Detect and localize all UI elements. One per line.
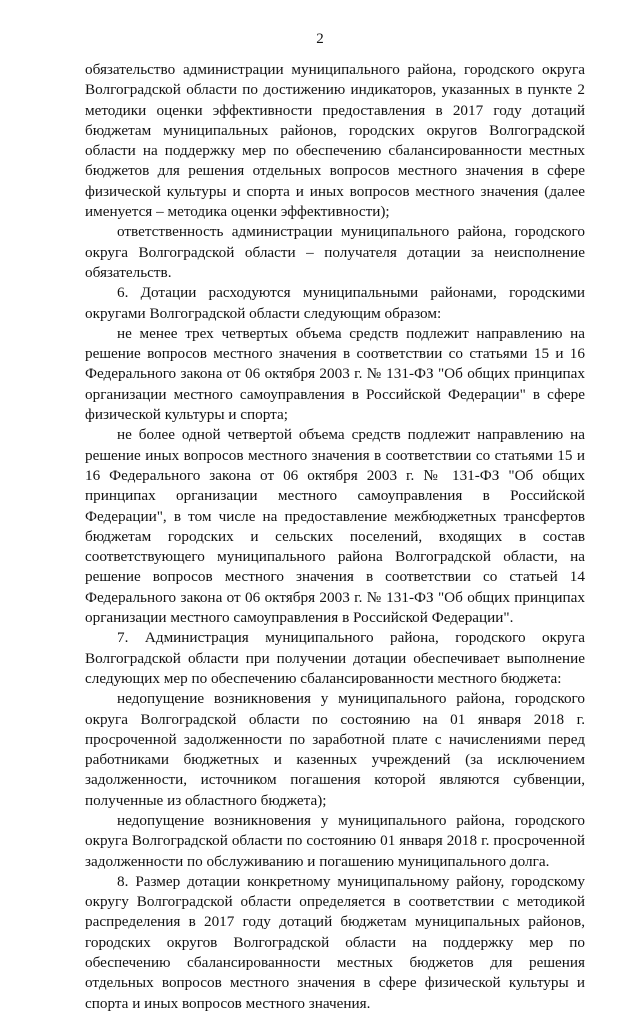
paragraph-item-8: 8. Размер дотации конкретному муниципальному району, городскому округу Волгоградской области определяется в соответствии с методикой распределения в 2017 году дотаций бюджетам муниципальных районов, городских округов Волгоградской области на поддержку мер по обеспечению сбалансированности местных бюджетов для решения отдельных вопросов местного значения в сфере физической культуры и спорта и иных вопросов местного значения. — [85, 872, 585, 1012]
paragraph-item-7-measure-1: недопущение возникновения у муниципального района, городского округа Волгоградской области по состоянию на 01 января 2018 г. просроченной задолженности по заработной плате с начислениями перед работниками бюджетных и казенных учреждений (за исключением задолженности, источником погашения которой являются субвенции, полученные из областного бюджета); — [85, 690, 585, 809]
paragraph-item-7: 7. Администрация муниципального района, городского округа Волгоградской области при получении дотации обеспечивает выполнение следующих мер по обеспечению сбалансированности местного бюджета: — [85, 629, 585, 687]
paragraph-item-6-part-1: не менее трех четвертых объема средств подлежит направлению на решение вопросов местного значения в соответствии со статьями 15 и 16 Федерального закона от 06 октября 2003 г. № 131-ФЗ "Об общих принципах организации местного самоуправления в Российской Федерации" в сфере физической культуры и спорта; — [85, 324, 585, 424]
paragraph-obligation: обязательство администрации муниципального района, городского округа Волгоградской области по достижению индикаторов, указанных в пункте 2 методики оценки эффективности предоставления в 2017 году дотаций бюджетам муниципальных районов, городских округов Волгоградской области на поддержку мер по обеспечению сбалансированности местных бюджетов для решения отдельных вопросов местного значения в сфере физической культуры и спорта и иных вопросов местного значения (далее именуется – методика оценки эффективности); — [85, 61, 585, 221]
document-body — [85, 60, 585, 1014]
paragraph-item-6: 6. Дотации расходуются муниципальными районами, городскими округами Волгоградской области следующим образом: — [85, 284, 585, 322]
paragraph-item-7-measure-2: недопущение возникновения у муниципального района, городского округа Волгоградской области по состоянию 01 января 2018 г. просроченной задолженности по обслуживанию и погашению муниципального долга. — [85, 811, 585, 870]
paragraph-item-6-part-2: не более одной четвертой объема средств подлежит направлению на решение иных вопросов местного значения в соответствии со статьями 15 и 16 Федерального закона от 06 октября 2003 г. № 131-ФЗ "Об общих принципах организации местного самоуправления в Российской Федерации", в том числе на предоставление межбюджетных трансфертов бюджетам городских и сельских поселений, входящих в состав соответствующего муниципального района Волгоградской области, на решение вопросов местного значения в соответствии со статьей 14 Федерального закона от 06 октября 2003 г. № 131-ФЗ "Об общих принципах организации местного самоуправления в Российской Федерации". — [85, 426, 585, 627]
paragraph-responsibility: ответственность администрации муниципального района, городского округа Волгоградской области – получателя дотации за неисполнение обязательств. — [85, 223, 585, 281]
page-number: 2 — [316, 31, 324, 47]
